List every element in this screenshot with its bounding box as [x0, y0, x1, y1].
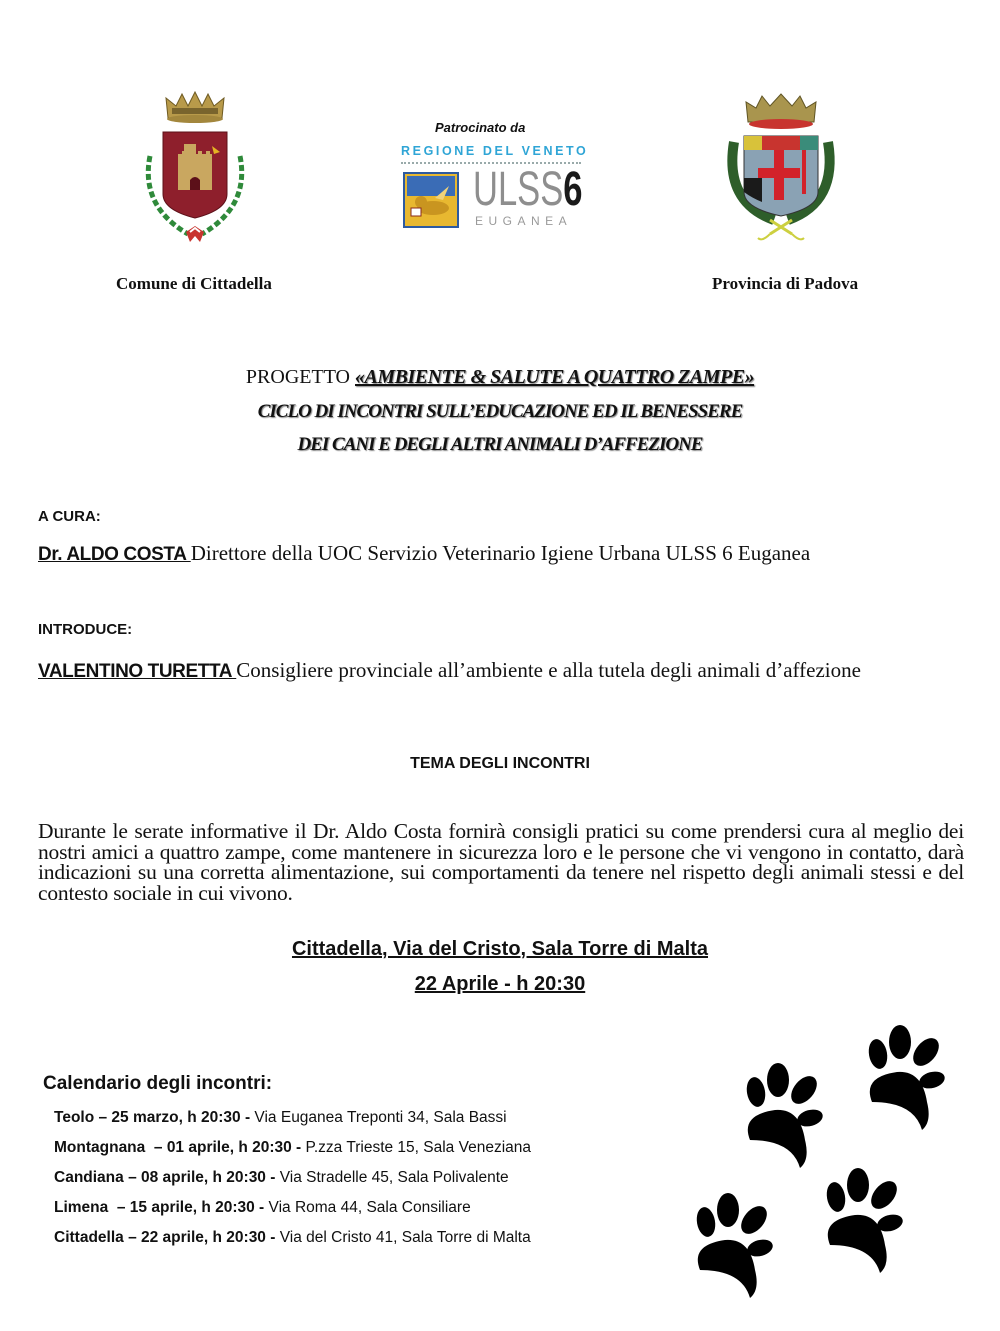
euganea-label: EUGANEA [475, 214, 573, 228]
calendar-entry [54, 1197, 531, 1227]
calendar-entry [54, 1137, 531, 1167]
paw-print [745, 1063, 825, 1168]
calendar-entry [54, 1227, 531, 1257]
project-subtitle-line-2: DEI CANI E DEGLI ALTRI ANIMALI D’AFFEZIONE [297, 434, 703, 455]
project-name: «AMBIENTE & SALUTE A QUATTRO ZAMPE» [355, 366, 755, 388]
calendar-entry-when: Montagnana – 01 aprile, h 20:30 - [54, 1139, 306, 1156]
calendar-entry-when: Teolo – 25 marzo, h 20:30 - [54, 1109, 255, 1126]
calendar-entry-where: Via Roma 44, Sala Consiliare [268, 1199, 471, 1216]
calendar-list [54, 1107, 531, 1257]
curator-name: Dr. ALDO COSTA [38, 544, 191, 565]
introducer-line [38, 656, 908, 686]
curator-role: Direttore della UOC Servizio Veterinario Igiene Urbana ULSS 6 Euganea [190, 541, 811, 565]
calendar-entry-where: Via Stradelle 45, Sala Polivalente [279, 1169, 509, 1186]
lion-of-saint-mark-icon [403, 172, 459, 228]
paw-print [695, 1193, 775, 1298]
theme-paragraph: Durante le serate informative il Dr. Aldo Costa fornirà consigli pratici su come prendersi cura al meglio dei nostri amici a quattro zampe, come mantenere in sicurezza loro e le persone che vi vengono in contatto, darà indicazioni su una corretta alimentazione, sui comportamenti da tenere nel rispetto degli animali stessi e del contesto sociale in cui vivono. [38, 819, 964, 905]
introducer-name: VALENTINO TURETTA [38, 661, 237, 682]
comune-cittadella-caption: Comune di Cittadella [116, 274, 272, 293]
calendar-entry-where: P.zza Trieste 15, Sala Veneziana [305, 1139, 532, 1156]
paw-print [825, 1168, 905, 1273]
event-datetime: 22 Aprile - h 20:30 [414, 973, 586, 995]
theme-heading: TEMA DEGLI INCONTRI [410, 755, 590, 772]
curator-line [38, 539, 958, 569]
calendar-entry [54, 1167, 531, 1197]
paw-prints-icon [680, 1010, 970, 1300]
calendar-entry [54, 1107, 531, 1137]
calendar-entry-when: Candiana – 08 aprile, h 20:30 - [54, 1169, 280, 1186]
introducer-role: Consigliere provinciale all’ambiente e alla tutela degli animali d’affezione [236, 658, 861, 682]
region-name: REGIONE DEL VENETO [401, 144, 589, 158]
event-venue: Cittadella, Via del Cristo, Sala Torre di Malta [291, 938, 709, 960]
paw-print [867, 1025, 947, 1130]
coat-of-arms-padova-icon [722, 92, 840, 247]
introducer-label: INTRODUCE: [38, 621, 133, 638]
project-subtitle-line-1: CICLO DI INCONTRI SULL’EDUCAZIONE ED IL BENESSERE [257, 401, 743, 422]
provincia-padova-caption: Provincia di Padova [712, 274, 859, 293]
coat-of-arms-cittadella-icon [130, 86, 260, 251]
project-title [0, 366, 1000, 389]
curator-label: A CURA: [38, 508, 101, 525]
sponsor-label: Patrocinato da [435, 120, 526, 135]
calendar-entry-when: Cittadella – 22 aprile, h 20:30 - [54, 1229, 280, 1246]
calendar-entry-where: Via del Cristo 41, Sala Torre di Malta [279, 1229, 531, 1246]
project-prefix: PROGETTO [245, 366, 356, 388]
calendar-title: Calendario degli incontri: [43, 1073, 273, 1094]
calendar-entry-where: Via Euganea Treponti 34, Sala Bassi [254, 1109, 507, 1126]
sponsor-logo-block [395, 116, 595, 236]
ulss-brand: ULSS6 [473, 163, 583, 216]
calendar-entry-when: Limena – 15 aprile, h 20:30 - [54, 1199, 269, 1216]
